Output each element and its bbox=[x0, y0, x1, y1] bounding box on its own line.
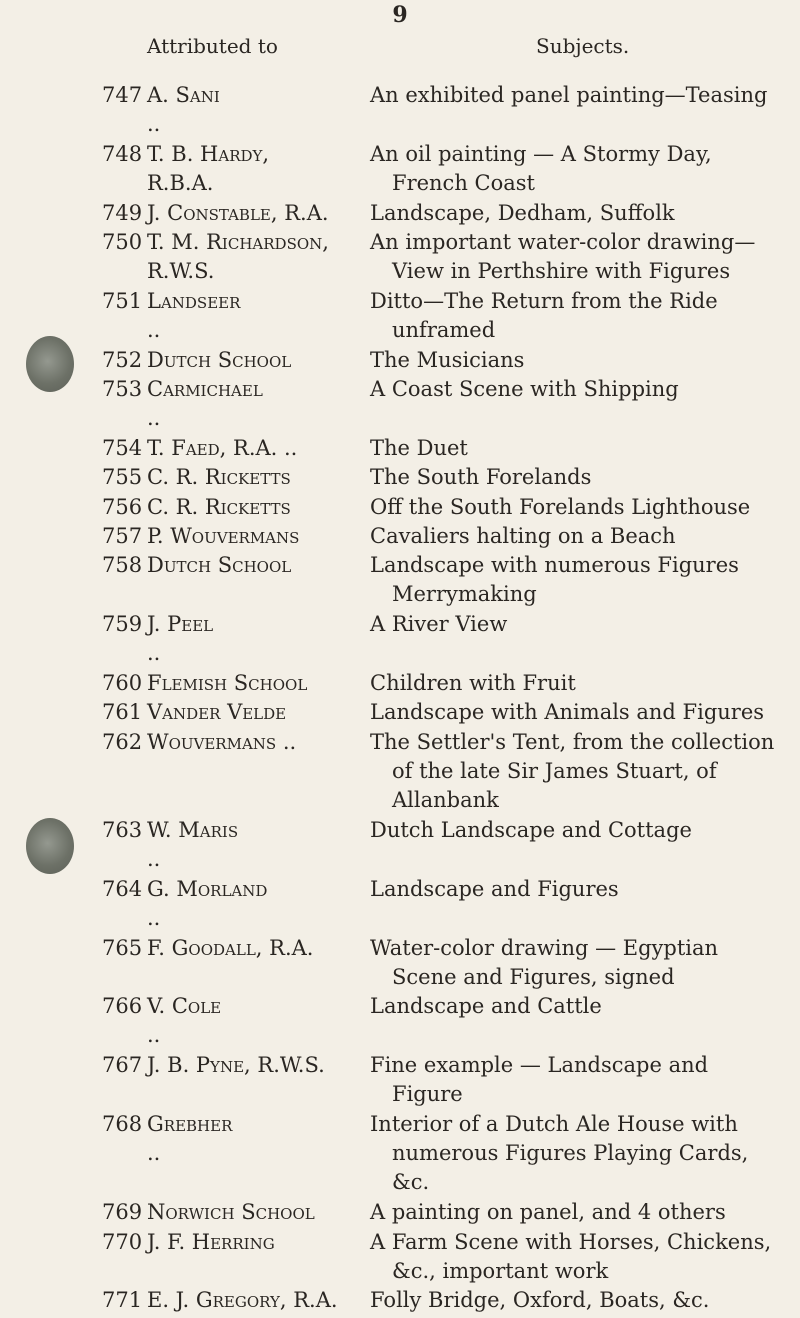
lot-artist bbox=[147, 937, 313, 966]
subject-line: A Farm Scene with Horses, Chickens, bbox=[370, 1229, 772, 1254]
subject-line: Water-color drawing — Egyptian bbox=[370, 935, 719, 960]
lot-subject bbox=[370, 349, 782, 378]
lot-subject bbox=[370, 202, 782, 231]
subject-line: Scene and Figures, signed bbox=[392, 964, 675, 989]
lot-artist bbox=[147, 84, 220, 142]
lot-artist bbox=[147, 672, 307, 701]
lot-artist bbox=[147, 1231, 275, 1260]
artist-line: W. Maris bbox=[147, 818, 239, 842]
lot-number: 770 bbox=[102, 1229, 143, 1254]
lot-number: 766 bbox=[102, 994, 143, 1019]
artist-line: .. bbox=[147, 905, 161, 930]
lot-number: 760 bbox=[102, 671, 143, 695]
lot-number: 754 bbox=[102, 435, 143, 460]
subject-line: Landscape, Dedham, Suffolk bbox=[370, 200, 675, 225]
artist-line: Wouvermans .. bbox=[147, 729, 297, 754]
subject-line: Fine example — Landscape and bbox=[370, 1053, 709, 1078]
lot-subject bbox=[370, 378, 782, 407]
artist-line: .. bbox=[147, 847, 161, 871]
artist-line: .. bbox=[147, 317, 161, 342]
lot-number: 767 bbox=[102, 1053, 143, 1078]
artist-line: Vander Velde bbox=[147, 700, 287, 725]
lot-number: 747 bbox=[102, 83, 143, 107]
lot-artist bbox=[147, 231, 329, 289]
lot-number: 748 bbox=[102, 141, 143, 166]
lot-subject bbox=[370, 937, 782, 995]
lot-subject bbox=[370, 231, 782, 289]
artist-line: Landseer bbox=[147, 288, 241, 313]
artist-line: .. bbox=[147, 112, 161, 136]
artist-line: R.W.S. bbox=[147, 259, 215, 283]
lot-subject bbox=[370, 554, 782, 612]
lot-subject bbox=[370, 1201, 782, 1230]
lot-subject bbox=[370, 466, 782, 495]
lot-artist bbox=[147, 995, 221, 1053]
subject-line: Dutch Landscape and Cottage bbox=[370, 818, 692, 842]
lot-subject bbox=[370, 143, 782, 201]
lot-number: 759 bbox=[102, 612, 143, 637]
subject-line: Landscape and Cattle bbox=[370, 994, 602, 1019]
subject-line: View in Perthshire with Figures bbox=[392, 259, 731, 283]
artist-line: J. F. Herring bbox=[147, 1229, 275, 1254]
artist-line: .. bbox=[147, 1023, 161, 1048]
lot-artist bbox=[147, 466, 291, 495]
artist-line: Dutch School bbox=[147, 347, 292, 372]
lot-artist bbox=[147, 554, 291, 583]
lot-artist bbox=[147, 613, 213, 671]
subject-line: A painting on panel, and 4 others bbox=[370, 1200, 726, 1225]
artist-line: R.B.A. bbox=[147, 170, 214, 195]
subject-line: A River View bbox=[370, 612, 508, 637]
lot-artist bbox=[147, 1289, 338, 1318]
lot-subject bbox=[370, 525, 782, 554]
lot-subject bbox=[370, 672, 782, 701]
lot-number: 752 bbox=[102, 347, 143, 372]
lot-subject bbox=[370, 701, 782, 730]
lot-artist bbox=[147, 1201, 315, 1230]
lot-number: 769 bbox=[102, 1200, 143, 1225]
artist-line: .. bbox=[147, 641, 161, 666]
artist-line: P. Wouvermans bbox=[147, 524, 300, 548]
artist-line: Grebher bbox=[147, 1112, 233, 1136]
subject-line: Landscape with Animals and Figures bbox=[370, 700, 765, 725]
binding-hole bbox=[26, 818, 74, 874]
lot-artist bbox=[147, 1054, 325, 1083]
lot-artist bbox=[147, 701, 286, 730]
lot-artist bbox=[147, 731, 296, 760]
artist-line: T. Faed, R.A. .. bbox=[147, 435, 298, 460]
artist-line: E. J. Gregory, R.A. bbox=[147, 1288, 338, 1313]
artist-line: C. R. Ricketts bbox=[147, 465, 291, 490]
lot-artist bbox=[147, 437, 297, 466]
subject-line: Figure bbox=[392, 1082, 463, 1107]
lot-number: 768 bbox=[102, 1112, 143, 1136]
subject-line: A Coast Scene with Shipping bbox=[370, 377, 679, 401]
subject-line: Folly Bridge, Oxford, Boats, &c. bbox=[370, 1288, 710, 1313]
artist-line: J. Constable, R.A. bbox=[147, 200, 329, 225]
page-number: 9 bbox=[392, 2, 408, 28]
lot-subject bbox=[370, 496, 782, 525]
lot-number: 771 bbox=[102, 1288, 143, 1313]
lot-number: 761 bbox=[102, 700, 143, 725]
artist-line: F. Goodall, R.A. bbox=[147, 935, 314, 960]
artist-line: T. M. Richardson, bbox=[147, 230, 329, 254]
artist-line: Norwich School bbox=[147, 1200, 315, 1225]
subject-line: &c., important work bbox=[392, 1258, 609, 1283]
subject-line: Interior of a Dutch Ale House with bbox=[370, 1112, 738, 1136]
lot-number: 758 bbox=[102, 553, 143, 578]
lot-subject bbox=[370, 437, 782, 466]
subjects-header: Subjects. bbox=[536, 34, 630, 58]
subject-line: numerous Figures Playing Cards, bbox=[392, 1141, 749, 1165]
artist-line: Carmichael bbox=[147, 377, 263, 401]
subject-line: The Settler's Tent, from the collection bbox=[370, 729, 775, 754]
lot-artist bbox=[147, 496, 291, 525]
artist-line: V. Cole bbox=[147, 994, 222, 1019]
lot-number: 751 bbox=[102, 288, 143, 313]
subject-line: Cavaliers halting on a Beach bbox=[370, 524, 676, 548]
subject-line: Off the South Forelands Lighthouse bbox=[370, 494, 751, 519]
lot-number: 755 bbox=[102, 465, 143, 490]
subject-line: unframed bbox=[392, 317, 496, 342]
subject-line: An oil painting — A Stormy Day, bbox=[370, 141, 712, 166]
lot-subject bbox=[370, 819, 782, 848]
subject-line: The South Forelands bbox=[370, 465, 592, 490]
lot-number: 749 bbox=[102, 200, 143, 225]
artist-line: .. bbox=[147, 406, 161, 430]
artist-line: J. B. Pyne, R.W.S. bbox=[147, 1053, 325, 1078]
artist-line: G. Morland bbox=[147, 876, 268, 901]
lot-subject bbox=[370, 878, 782, 907]
artist-line: J. Peel bbox=[147, 612, 214, 637]
lot-subject bbox=[370, 995, 782, 1024]
subject-line: Ditto—The Return from the Ride bbox=[370, 288, 718, 313]
lot-subject bbox=[370, 1054, 782, 1112]
artist-line: Flemish School bbox=[147, 671, 308, 695]
subject-line: The Musicians bbox=[370, 347, 525, 372]
lot-artist bbox=[147, 290, 240, 348]
lot-artist bbox=[147, 1113, 232, 1171]
artist-line: Dutch School bbox=[147, 553, 292, 578]
subject-line: Children with Fruit bbox=[370, 671, 576, 695]
subject-line: Allanbank bbox=[392, 787, 499, 812]
binding-hole bbox=[26, 336, 74, 392]
subject-line: An important water-color drawing— bbox=[370, 230, 756, 254]
subject-line: The Duet bbox=[370, 435, 468, 460]
lot-number: 765 bbox=[102, 935, 143, 960]
lot-artist bbox=[147, 349, 291, 378]
subject-line: Landscape with numerous Figures bbox=[370, 553, 739, 578]
lot-artist bbox=[147, 525, 299, 554]
lot-number: 756 bbox=[102, 494, 143, 519]
lot-subject bbox=[370, 1289, 782, 1318]
lot-number: 763 bbox=[102, 818, 143, 842]
subject-line: of the late Sir James Stuart, of bbox=[392, 758, 717, 783]
artist-line: A. Sanı bbox=[147, 83, 220, 107]
lot-subject bbox=[370, 290, 782, 348]
lot-number: 764 bbox=[102, 876, 143, 901]
lot-number: 762 bbox=[102, 729, 143, 754]
artist-line: .. bbox=[147, 1141, 161, 1165]
subject-line: Merrymaking bbox=[392, 582, 537, 607]
lot-artist bbox=[147, 878, 267, 936]
lot-subject bbox=[370, 731, 782, 818]
attributed-header: Attributed to bbox=[147, 34, 278, 58]
lot-number: 757 bbox=[102, 524, 143, 548]
lot-number: 750 bbox=[102, 230, 143, 254]
lot-subject bbox=[370, 84, 782, 113]
lot-artist bbox=[147, 202, 329, 231]
subject-line: &c. bbox=[392, 1170, 430, 1194]
artist-line: T. B. Hardy, bbox=[147, 141, 270, 166]
lot-subject bbox=[370, 1113, 782, 1200]
subject-line: French Coast bbox=[392, 170, 535, 195]
lot-artist bbox=[147, 143, 269, 201]
subject-line: Landscape and Figures bbox=[370, 876, 619, 901]
lot-artist bbox=[147, 378, 263, 436]
lot-number: 753 bbox=[102, 377, 143, 401]
lot-subject bbox=[370, 613, 782, 642]
lot-artist bbox=[147, 819, 238, 877]
subject-line: An exhibited panel painting—Teasing bbox=[370, 83, 768, 107]
artist-line: C. R. Ricketts bbox=[147, 494, 291, 519]
lot-subject bbox=[370, 1231, 782, 1289]
